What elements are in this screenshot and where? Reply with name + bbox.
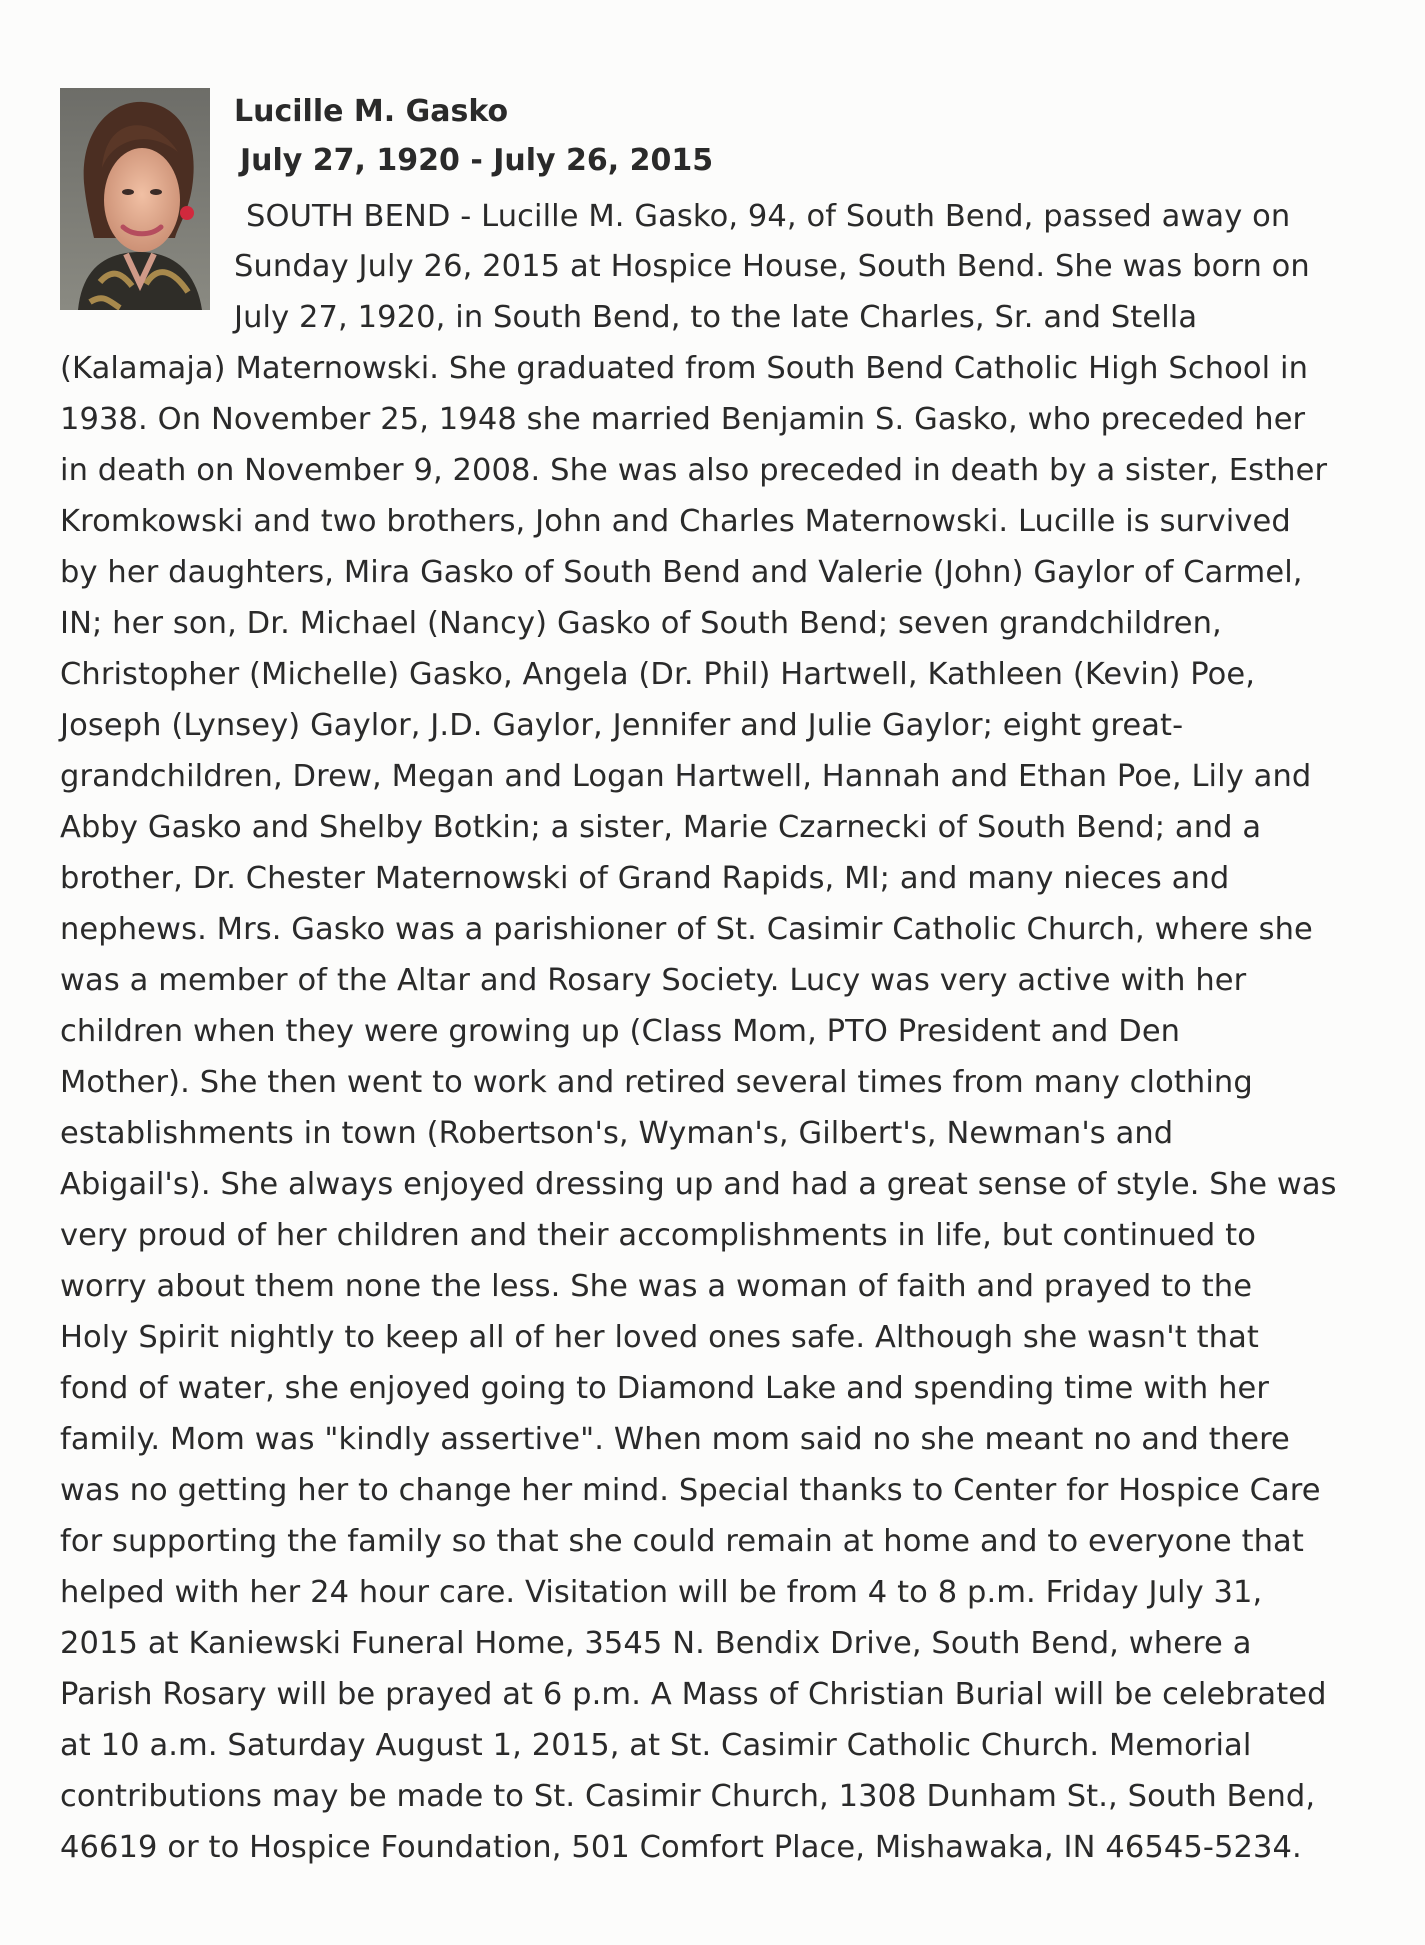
body-line: was no getting her to change her mind. Special thanks to Center for Hospice Care: [60, 1473, 1321, 1508]
body-line: IN; her son, Dr. Michael (Nancy) Gasko of South Bend; seven grandchildren,: [60, 606, 1222, 641]
body-line: Joseph (Lynsey) Gaylor, J.D. Gaylor, Jennifer and Julie Gaylor; eight great-: [60, 708, 1184, 743]
body-line: Mother). She then went to work and retired several times from many clothing: [60, 1065, 1253, 1100]
body-line: (Kalamaja) Maternowski. She graduated from South Bend Catholic High School in: [60, 351, 1309, 386]
body-line: 46619 or to Hospice Foundation, 501 Comfort Place, Mishawaka, IN 46545-5234.: [60, 1830, 1302, 1865]
body-line: nephews. Mrs. Gasko was a parishioner of St. Casimir Catholic Church, where she: [60, 912, 1313, 947]
body-line: for supporting the family so that she could remain at home and to everyone that: [60, 1524, 1304, 1559]
body-line: fond of water, she enjoyed going to Diamond Lake and spending time with her: [60, 1371, 1270, 1406]
body-line: family. Mom was "kindly assertive". When mom said no she meant no and there: [60, 1422, 1290, 1457]
body-line: helped with her 24 hour care. Visitation will be from 4 to 8 p.m. Friday July 31,: [60, 1575, 1263, 1610]
body-line: Kromkowski and two brothers, John and Charles Maternowski. Lucille is survived: [60, 504, 1291, 539]
body-line: Parish Rosary will be prayed at 6 p.m. A Mass of Christian Burial will be celebrated: [60, 1677, 1327, 1712]
body-line: was a member of the Altar and Rosary Society. Lucy was very active with her: [60, 963, 1247, 998]
body-line: in death on November 9, 2008. She was also preceded in death by a sister, Esther: [60, 453, 1328, 488]
body-line: brother, Dr. Chester Maternowski of Grand Rapids, MI; and many nieces and: [60, 861, 1230, 896]
body-line: July 27, 1920, in South Bend, to the late Charles, Sr. and Stella: [234, 300, 1198, 335]
body-line: grandchildren, Drew, Megan and Logan Hartwell, Hannah and Ethan Poe, Lily and: [60, 759, 1312, 794]
body-line: Sunday July 26, 2015 at Hospice House, South Bend. She was born on: [234, 249, 1310, 284]
body-line: worry about them none the less. She was a woman of faith and prayed to the: [60, 1269, 1253, 1304]
body-line: by her daughters, Mira Gasko of South Bend and Valerie (John) Gaylor of Carmel,: [60, 555, 1303, 590]
deceased-name: Lucille M. Gasko: [234, 94, 509, 129]
body-line: SOUTH BEND - Lucille M. Gasko, 94, of South Bend, passed away on: [246, 199, 1291, 234]
body-line: 2015 at Kaniewski Funeral Home, 3545 N. Bendix Drive, South Bend, where a: [60, 1626, 1252, 1661]
body-line: Holy Spirit nightly to keep all of her loved ones safe. Although she wasn't that: [60, 1320, 1259, 1355]
body-line: at 10 a.m. Saturday August 1, 2015, at St. Casimir Catholic Church. Memorial: [60, 1728, 1252, 1763]
body-line: establishments in town (Robertson's, Wyman's, Gilbert's, Newman's and: [60, 1116, 1174, 1151]
portrait-photo: [60, 88, 210, 310]
body-line: Abigail's). She always enjoyed dressing up and had a great sense of style. She was: [60, 1167, 1337, 1202]
life-dates: July 27, 1920 - July 26, 2015: [240, 143, 714, 178]
body-line: 1938. On November 25, 1948 she married Benjamin S. Gasko, who preceded her: [60, 402, 1306, 437]
body-line: Christopher (Michelle) Gasko, Angela (Dr. Phil) Hartwell, Kathleen (Kevin) Poe,: [60, 657, 1256, 692]
body-line: very proud of her children and their accomplishments in life, but continued to: [60, 1218, 1256, 1253]
body-line: Abby Gasko and Shelby Botkin; a sister, Marie Czarnecki of South Bend; and a: [60, 810, 1262, 845]
body-line: contributions may be made to St. Casimir Church, 1308 Dunham St., South Bend,: [60, 1779, 1316, 1814]
body-line: children when they were growing up (Class Mom, PTO President and Den: [60, 1014, 1181, 1049]
portrait-illustration: [60, 88, 210, 310]
